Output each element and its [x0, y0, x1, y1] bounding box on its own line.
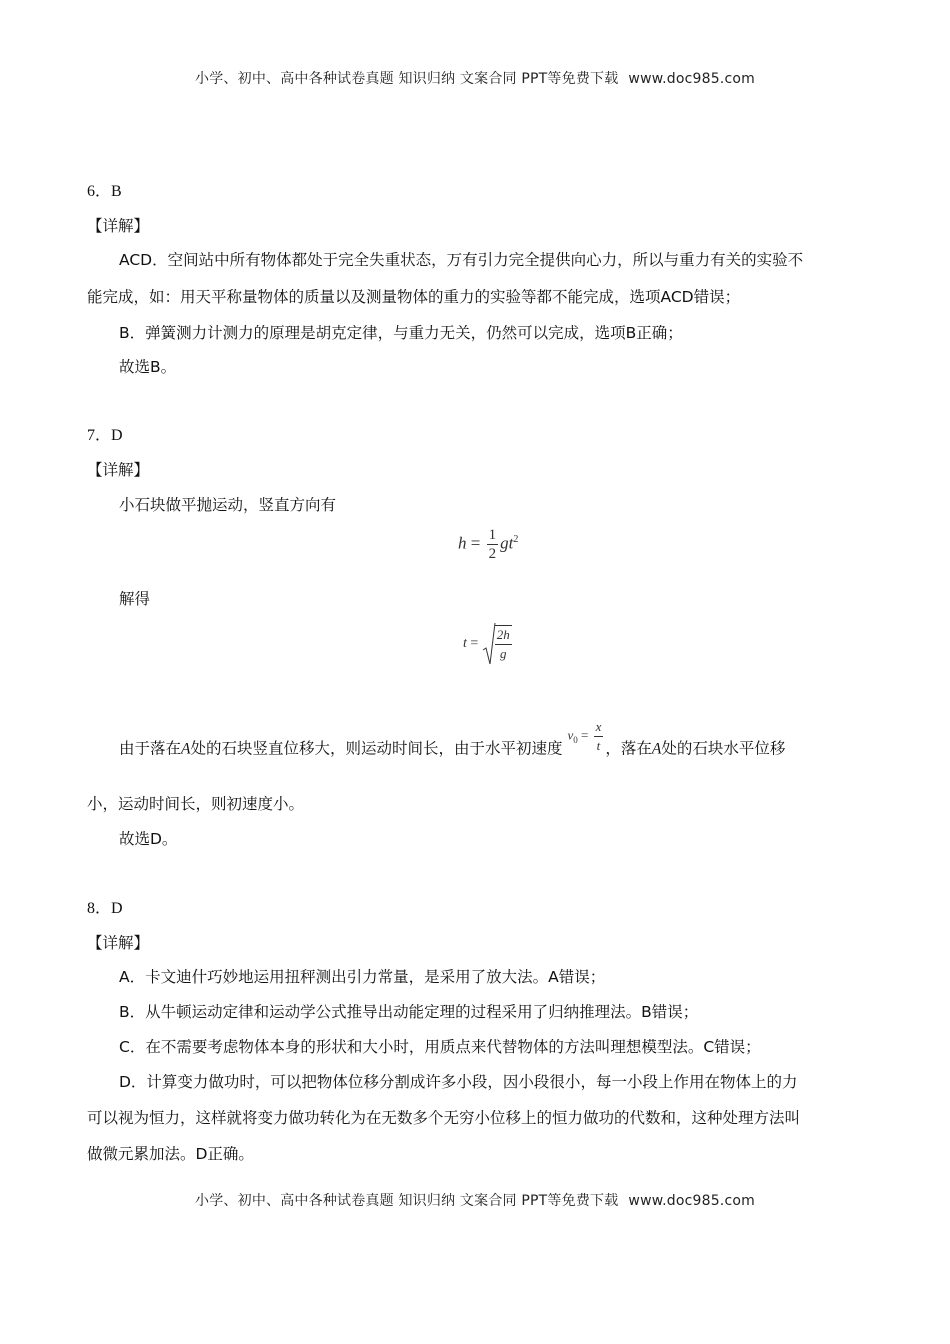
q7-para4: 故选D。: [119, 830, 178, 848]
q7-para3-line2: 小，运动时间长，则初速度小。: [87, 795, 305, 813]
eq1-fraction: [487, 526, 499, 563]
equation-height: [458, 526, 518, 563]
q7-para3-var-a: A: [181, 740, 191, 758]
q6-para2: B．弹簧测力计测力的原理是胡克定律，与重力无关，仍然可以完成，选项B正确；: [119, 324, 683, 342]
inline-eq-den: t: [596, 738, 601, 753]
eq1-equals: =: [470, 533, 481, 553]
eq2-lhs: t: [463, 636, 467, 652]
q7-para2: 解得: [119, 590, 151, 608]
q7-para3-text-b: 处的石块竖直位移大，则运动时间长，由于水平初速度: [190, 739, 563, 758]
eq2-denominator: g: [500, 646, 507, 661]
q6-para1-line1: ACD．空间站中所有物体都处于完全失重状态，万有引力完全提供向心力，所以与重力有关的实验不: [119, 251, 804, 269]
q8-answer: 8．D: [87, 900, 123, 917]
eq1-numerator: 1: [488, 527, 497, 543]
q6-detail-label: 【详解】: [87, 217, 150, 235]
equation-time: [463, 622, 514, 666]
eq1-exponent: 2: [513, 533, 519, 545]
q7-para3-line1: [119, 719, 786, 769]
inline-eq-lhs: v: [567, 727, 574, 743]
q7-para3-text-d: 处的石块水平位移: [661, 739, 786, 758]
footer-url[interactable]: www.doc985.com: [628, 1193, 755, 1209]
q6-para1-line2: 能完成，如：用天平称量物体的质量以及测量物体的重力的实验等都不能完成，选项ACD错误；: [87, 288, 741, 306]
q6-para3: 故选B。: [119, 358, 177, 376]
q8-option-c: C．在不需要考虑物体本身的形状和大小时，用质点来代替物体的方法叫理想模型法。C错误；: [119, 1038, 761, 1056]
q8-option-d-line2: 可以视为恒力，这样就将变力做功转化为在无数多个无穷小位移上的恒力做功的代数和，这种处理方法叫: [87, 1109, 801, 1127]
header-text: 小学、初中、高中各种试卷真题 知识归纳 文案合同 PPT等免费下载: [195, 71, 619, 87]
q8-option-a: A．卡文迪什巧妙地运用扭秤测出引力常量，是采用了放大法。A错误；: [119, 968, 606, 986]
q8-option-d-line3: 做微元累加法。D正确。: [87, 1145, 254, 1163]
q8-option-d-line1: D．计算变力做功时，可以把物体位移分割成许多小段，因小段很小，每一小段上作用在物体上的力: [119, 1073, 798, 1091]
footer-banner: [0, 1190, 950, 1210]
inline-eq-equals: =: [580, 727, 589, 743]
q7-para1: 小石块做平抛运动，竖直方向有: [119, 496, 337, 514]
q7-para3-text-a: 由于落在: [119, 739, 182, 758]
eq2-numerator: 2h: [496, 627, 510, 642]
header-url[interactable]: www.doc985.com: [628, 71, 755, 87]
inline-velocity-eq: [567, 718, 605, 755]
q7-para3-var-b: A: [651, 740, 662, 758]
eq2-fraction: [495, 625, 512, 663]
footer-text: 小学、初中、高中各种试卷真题 知识归纳 文案合同 PPT等免费下载: [195, 1193, 619, 1209]
inline-eq-sub: 0: [573, 735, 578, 746]
q7-detail-label: 【详解】: [87, 461, 150, 479]
inline-eq-num: x: [595, 719, 602, 734]
eq1-denominator: 2: [488, 546, 497, 562]
inline-eq-fraction: [594, 718, 604, 755]
q8-option-b: B．从牛顿运动定律和运动学公式推导出动能定理的过程采用了归纳推理法。B错误；: [119, 1003, 699, 1021]
sqrt-icon: [482, 622, 496, 666]
q8-detail-label: 【详解】: [87, 934, 150, 952]
header-banner: [0, 68, 950, 88]
eq2-equals: =: [470, 636, 479, 652]
q6-answer: 6．B: [87, 183, 122, 200]
eq1-rhs: gt: [500, 533, 514, 553]
eq1-lhs: h: [458, 533, 467, 553]
q7-answer: 7．D: [87, 427, 123, 444]
q7-para3-text-c: ，落在: [605, 739, 652, 758]
